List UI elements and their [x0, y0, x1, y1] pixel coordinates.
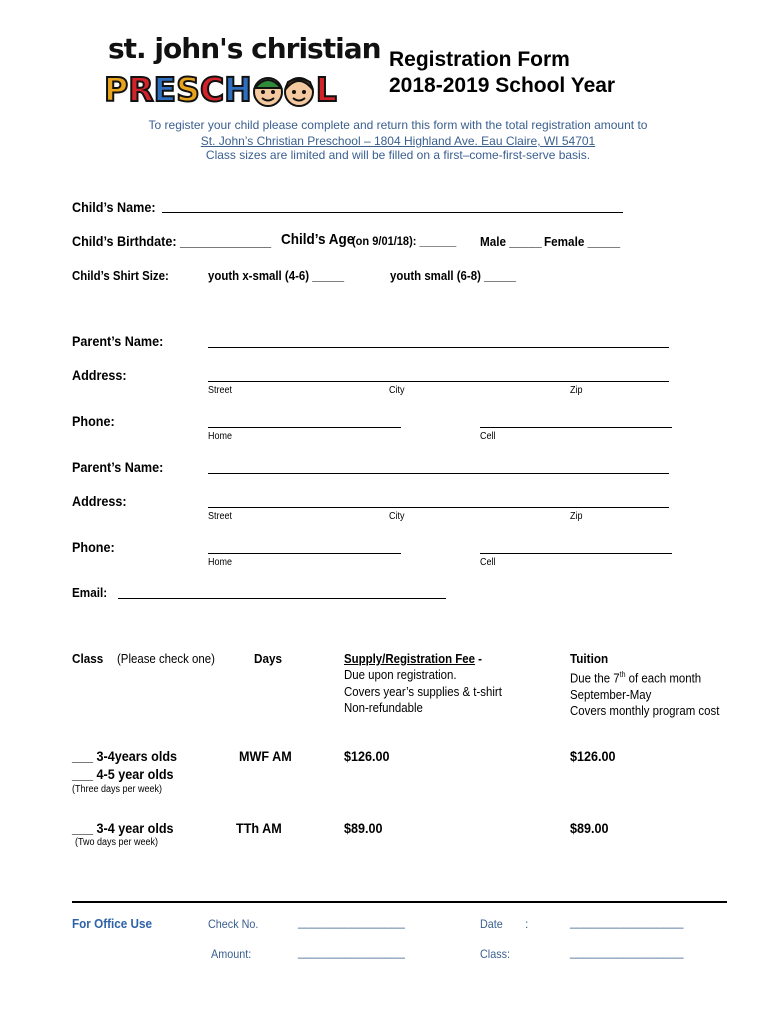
logo-letter: S	[176, 70, 200, 109]
child-birthdate-field[interactable]: Child’s Birthdate: _____________	[72, 233, 272, 249]
parent2-home-phone-field[interactable]	[208, 553, 401, 554]
home-caption: Home	[208, 557, 233, 568]
parent2-phone-label: Phone:	[72, 539, 115, 555]
logo-letter: R	[128, 70, 154, 109]
fee-header-dash: -	[478, 651, 482, 666]
street-caption: Street	[208, 511, 233, 522]
class-row2-note: (Two days per week)	[75, 837, 159, 848]
shirt-size-label: Child’s Shirt Size:	[72, 268, 169, 283]
zip-caption: Zip	[570, 511, 583, 522]
city-caption: City	[389, 385, 405, 396]
parent2-address-label: Address:	[72, 493, 127, 509]
child-age-label: Child’s Age	[281, 231, 355, 248]
date-label: Date	[480, 917, 503, 931]
parent1-address-field[interactable]	[208, 381, 669, 382]
logo-letter: L	[315, 70, 337, 109]
cell-caption: Cell	[480, 557, 496, 568]
parent1-name-field[interactable]	[208, 347, 669, 348]
intro-line-1: To register your child please complete and return this form with the total registration amount to	[148, 118, 648, 132]
parent1-phone-label: Phone:	[72, 413, 115, 429]
amount-label: Amount:	[211, 947, 252, 961]
parent1-home-phone-field[interactable]	[208, 427, 401, 428]
parent1-cell-phone-field[interactable]	[480, 427, 672, 428]
class-row1-note: (Three days per week)	[72, 784, 163, 795]
city-caption: City	[389, 511, 405, 522]
form-title: Registration Form	[389, 48, 570, 71]
child-name-field[interactable]	[162, 212, 623, 213]
class-row2-fee: $89.00	[344, 820, 383, 836]
shirt-youth-xsmall-field[interactable]: youth x-small (4-6) _____	[208, 268, 345, 283]
date-field[interactable]: _________________	[570, 915, 684, 929]
female-field[interactable]: Female _____	[544, 234, 621, 249]
fee-line: Non-refundable	[344, 700, 423, 715]
class-option-3-4-years-mwf[interactable]: ___ 3-4years olds	[72, 748, 178, 764]
zip-caption: Zip	[570, 385, 583, 396]
parent1-address-label: Address:	[72, 367, 127, 383]
class-field[interactable]: _________________	[570, 945, 684, 959]
class-option-3-4-years-tth[interactable]: ___ 3-4 year olds	[72, 820, 174, 836]
parent1-name-label: Parent’s Name:	[72, 333, 164, 349]
logo-preschool-word	[104, 70, 337, 110]
parent2-name-field[interactable]	[208, 473, 669, 474]
email-label: Email:	[72, 585, 108, 600]
tuition-due-sup: th	[619, 670, 626, 679]
amount-field[interactable]: ________________	[298, 945, 405, 959]
class-header: Class	[72, 651, 104, 666]
tuition-header: Tuition	[570, 651, 609, 666]
logo-text: st. john's christian	[108, 32, 381, 65]
class-row1-tuition: $126.00	[570, 748, 616, 764]
school-year-title: 2018-2019 School Year	[389, 74, 616, 97]
logo-letter: H	[224, 70, 252, 109]
logo-letter: C	[199, 70, 225, 109]
fee-line: Due upon registration.	[344, 667, 457, 682]
male-field[interactable]: Male _____	[480, 234, 542, 249]
child-name-label: Child’s Name:	[72, 199, 156, 215]
parent2-cell-phone-field[interactable]	[480, 553, 672, 554]
intro-line-3: Class sizes are limited and will be filled on a first–come-first-serve basis.	[205, 148, 591, 162]
parent2-name-label: Parent’s Name:	[72, 459, 164, 475]
check-no-field[interactable]: ________________	[298, 915, 405, 929]
logo-letter: P	[104, 70, 129, 109]
tuition-due-text: Due the 7	[570, 670, 620, 686]
fee-header: Supply/Registration Fee	[344, 651, 475, 666]
tuition-line: September-May	[570, 686, 652, 702]
child-age-field[interactable]: (on 9/01/18): ______	[352, 234, 457, 248]
shirt-youth-small-field[interactable]: youth small (6-8) _____	[390, 268, 516, 283]
office-divider	[72, 901, 727, 903]
cell-caption: Cell	[480, 431, 496, 442]
logo-letter: E	[153, 70, 177, 109]
tuition-due-text-2: of each month	[625, 670, 702, 686]
class-row2-days: TTh AM	[236, 820, 282, 836]
class-row1-fee: $126.00	[344, 748, 390, 764]
class-option-4-5-years-mwf[interactable]: ___ 4-5 year olds	[72, 766, 174, 782]
days-header: Days	[254, 651, 282, 666]
office-use-title: For Office Use	[72, 916, 152, 931]
logo-children-faces-icon	[252, 70, 316, 110]
tuition-line: Covers monthly program cost	[570, 703, 720, 719]
home-caption: Home	[208, 431, 233, 442]
fee-line: Covers year’s supplies & t-shirt	[344, 683, 502, 699]
class-note: (Please check one)	[117, 651, 215, 666]
check-no-label: Check No.	[208, 917, 259, 931]
class-row1-days: MWF AM	[239, 748, 292, 764]
school-logo	[104, 32, 381, 109]
class-label: Class:	[480, 947, 511, 961]
email-field[interactable]	[118, 598, 446, 599]
date-colon: :	[525, 917, 529, 931]
class-row2-tuition: $89.00	[570, 820, 609, 836]
parent2-address-field[interactable]	[208, 507, 669, 508]
street-caption: Street	[208, 385, 233, 396]
intro-address-link[interactable]: St. John’s Christian Preschool – 1804 Highland Ave. Eau Claire, WI 54701	[200, 134, 596, 148]
